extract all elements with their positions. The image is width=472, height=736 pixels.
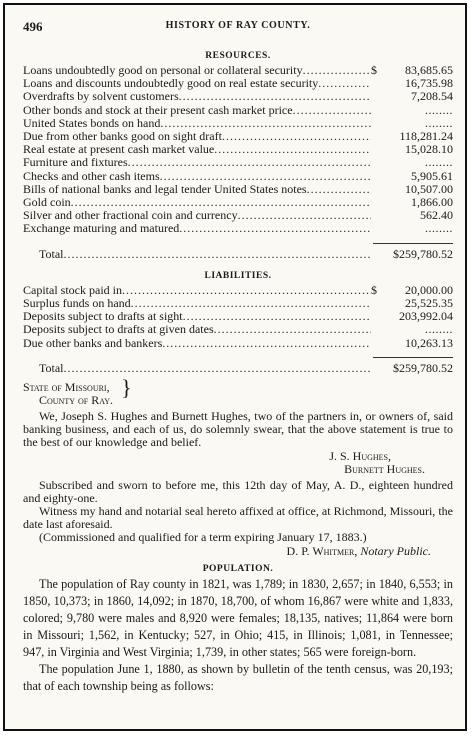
leader-dots [64,248,372,261]
row-label: Furniture and fixtures [23,155,128,170]
page-frame [3,3,467,731]
leader-dots [64,362,372,375]
notary-title: Notary Public. [360,543,431,558]
row-label: Overdrafts by solvent customers [23,89,179,104]
signer-one: J. S. Hughes, [329,448,391,463]
row-amount: 83,685.65 [405,63,453,77]
row-label: Deposits subject to drafts at sight [23,309,183,324]
witness-paragraph: Witness my hand and notarial seal hereto affixed at office, at Richmond, Missouri, the date last aforesaid. [23,504,453,532]
row-amount: 20,000.00 [405,282,453,297]
leader-dots [122,284,371,297]
row-amount [379,104,453,117]
row-amount [379,156,453,169]
notary-signature [23,545,453,558]
row-amount: 16,735.98 [405,76,453,91]
population-paragraph-2: The population June 1, 1880, as shown by bulletin of the tenth census, was 20,193; that of each township being as follows: [23,661,453,693]
resources-total-rule [373,243,453,244]
row-label: Other bonds and stock at their present cash market price [23,102,293,117]
resources-table [23,64,453,236]
row-amount: 118,281.24 [399,129,453,144]
currency-sign: $ [371,63,377,77]
row-label: Real estate at present cash market value [23,142,215,157]
brace-glyph: } [121,375,132,401]
liabilities-total-row [23,362,453,375]
leader-dots [214,143,371,156]
leader-dots [307,183,371,196]
liabilities-table [23,284,453,350]
row-label: Capital stock paid in [23,282,122,297]
liabilities-row [23,323,453,336]
liabilities-row [23,337,453,350]
population-paragraph-1: The population of Ray county in 1821, was 1,789; in 1830, 2,657; in 1840, 6,553; in 1850, 10,373; in 1860, 14,092; in 1870, 18,700, of whom 16,867 were white and 1,833, colored; 9,780 were males and 8,920 were females; 18,135, natives; 11,864 were born in Missouri; 1,562, in Kentucky; 527, in Ohio; 415, in Illinois; 1,081, in Tennessee; 947, in Virginia and West Virginia; 1,739, in other states; 565 were foreign-born. [23,576,453,659]
row-amount: 203,992.04 [399,309,453,324]
resources-row [23,90,453,103]
notary-name: D. P. Whitmer, [286,543,358,558]
resources-row [23,156,453,169]
row-amount: 15,028.10 [405,142,453,157]
row-label: Due from other banks good on sight draft [23,129,222,144]
leader-dots [179,222,371,235]
row-label: Loans and discounts undoubtedly good on real estate security [23,76,319,91]
leader-dots [179,90,371,103]
leader-dots [318,77,371,90]
resources-row [23,183,453,196]
row-amount: 10,507.00 [405,181,453,196]
total-label: Total [39,360,64,375]
row-amount: 1,866.00 [411,195,453,210]
leader-dots [238,209,371,222]
row-amount: 5,905.61 [411,168,453,183]
signer-two: Burnett Hughes. [344,461,425,476]
leader-dots [293,104,371,117]
leader-dots [222,130,371,143]
running-title: HISTORY OF RAY COUNTY. [165,20,311,31]
row-amount: 7,208.54 [411,89,453,104]
total-amount: $259,780.52 [393,360,453,375]
venue-county: County of Ray. [39,393,114,408]
leader-dots [214,323,371,336]
row-amount: 562.40 [420,208,453,223]
liabilities-total-rule [373,357,453,358]
book-page [23,19,453,695]
currency-sign: $ [371,282,377,297]
leader-dots [128,156,371,169]
row-label: Loans undoubtedly good on personal or collateral security [23,63,303,77]
resources-heading: RESOURCES. [205,51,271,61]
row-label: Exchange maturing and matured [23,221,180,236]
row-amount: 25,525.35 [405,296,453,311]
row-label: Silver and other fractional coin and currency [23,208,238,223]
resources-row [23,104,453,117]
page-number: 496 [23,19,43,34]
liabilities-heading: LIABILITIES. [204,270,272,281]
page-header [23,19,453,41]
venue-block [23,375,453,408]
leader-dots [160,170,371,183]
resources-row [23,222,453,235]
row-amount [379,222,453,235]
row-label: Bills of national banks and legal tender United States notes [23,181,307,196]
row-label: Gold coin [23,195,71,210]
oath-paragraph: We, Joseph S. Hughes and Burnett Hughes, two of the partners in, or owners of, said banking business, and each of us, do solemnly swear, that the above statement is true to the best of our knowledge and belief. [23,409,453,450]
commission-line: (Commissioned and qualified for a term expiring January 17, 1883.) [39,530,367,545]
row-amount [379,323,453,336]
subscribed-paragraph: Subscribed and sworn to before me, this 12th day of May, A. D., eighteen hundred and eighty-one. [23,477,453,505]
resources-row [23,170,453,183]
row-amount: 10,263.13 [405,335,453,350]
total-amount: $259,780.52 [393,246,453,261]
row-label: Deposits subject to drafts at given dates [23,322,214,337]
total-label: Total [39,246,64,261]
row-label: Due other banks and bankers [23,335,163,350]
population-heading: POPULATION. [202,563,274,574]
row-label: Surplus funds on hand [23,296,131,311]
row-label: Checks and other cash items [23,168,160,183]
venue-state: State of Missouri, [23,380,110,395]
row-label: United States bonds on hand [23,115,161,130]
leader-dots [162,337,371,350]
resources-total-row [23,248,453,261]
